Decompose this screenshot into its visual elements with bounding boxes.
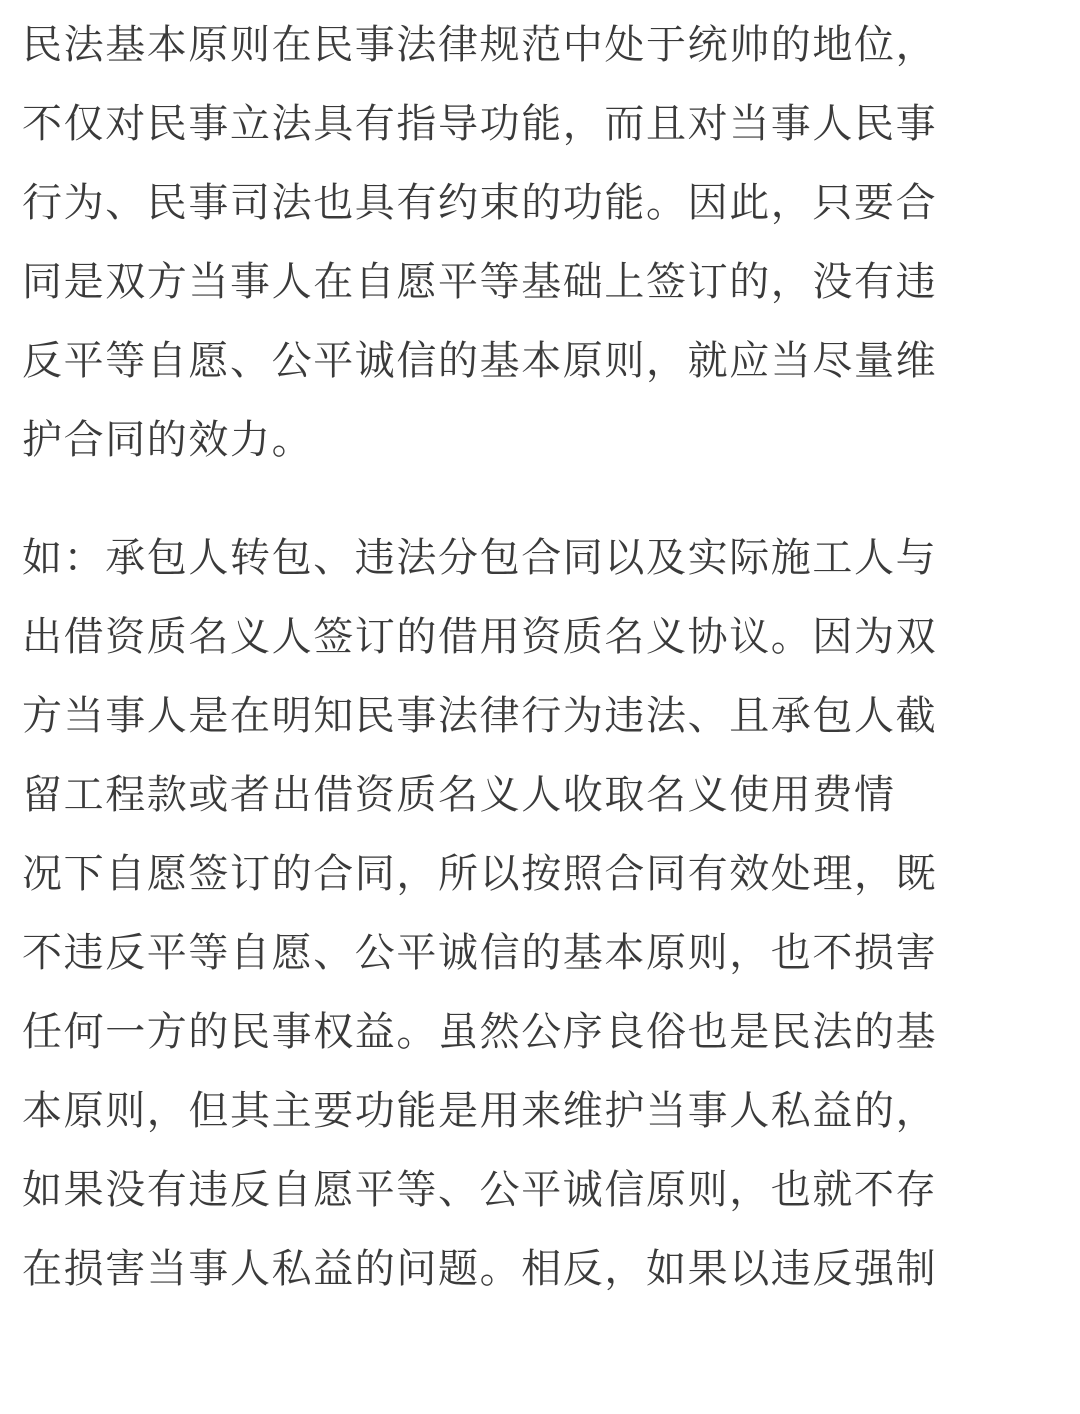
- text-line: 行为、民事司法也具有约束的功能。因此，只要合: [22, 180, 938, 226]
- text-line: 况下自愿签订的合同，所以按照合同有效处理，既: [22, 851, 938, 897]
- text-line: 不违反平等自愿、公平诚信的基本原则，也不损害: [22, 930, 938, 976]
- text-line: 本原则，但其主要功能是用来维护当事人私益的，: [22, 1088, 938, 1134]
- text-line: 出借资质名义人签订的借用资质名义协议。因为双: [22, 614, 938, 660]
- text-line: 民法基本原则在民事法律规范中处于统帅的地位，: [22, 22, 938, 68]
- text-line: 如：承包人转包、违法分包合同以及实际施工人与: [22, 535, 938, 581]
- paragraph-1: [22, 6, 1062, 480]
- text-line: 方当事人是在明知民事法律行为违法、且承包人截: [22, 693, 938, 739]
- text-line: 反平等自愿、公平诚信的基本原则，就应当尽量维: [22, 338, 938, 384]
- text-line: 不仅对民事立法具有指导功能，而且对当事人民事: [22, 101, 938, 147]
- paragraph-2: [22, 519, 1062, 1309]
- text-line: 留工程款或者出借资质名义人收取名义使用费情: [22, 772, 896, 818]
- text-line: 如果没有违反自愿平等、公平诚信原则，也就不存: [22, 1167, 938, 1213]
- paragraph-spacer: [22, 480, 1062, 519]
- text-line: 同是双方当事人在自愿平等基础上签订的，没有违: [22, 259, 938, 305]
- text-line: 任何一方的民事权益。虽然公序良俗也是民法的基: [22, 1009, 938, 1055]
- text-line: 护合同的效力。: [22, 417, 314, 463]
- article-body: [22, 6, 1062, 1309]
- text-line: 在损害当事人私益的问题。相反，如果以违反强制: [22, 1246, 938, 1292]
